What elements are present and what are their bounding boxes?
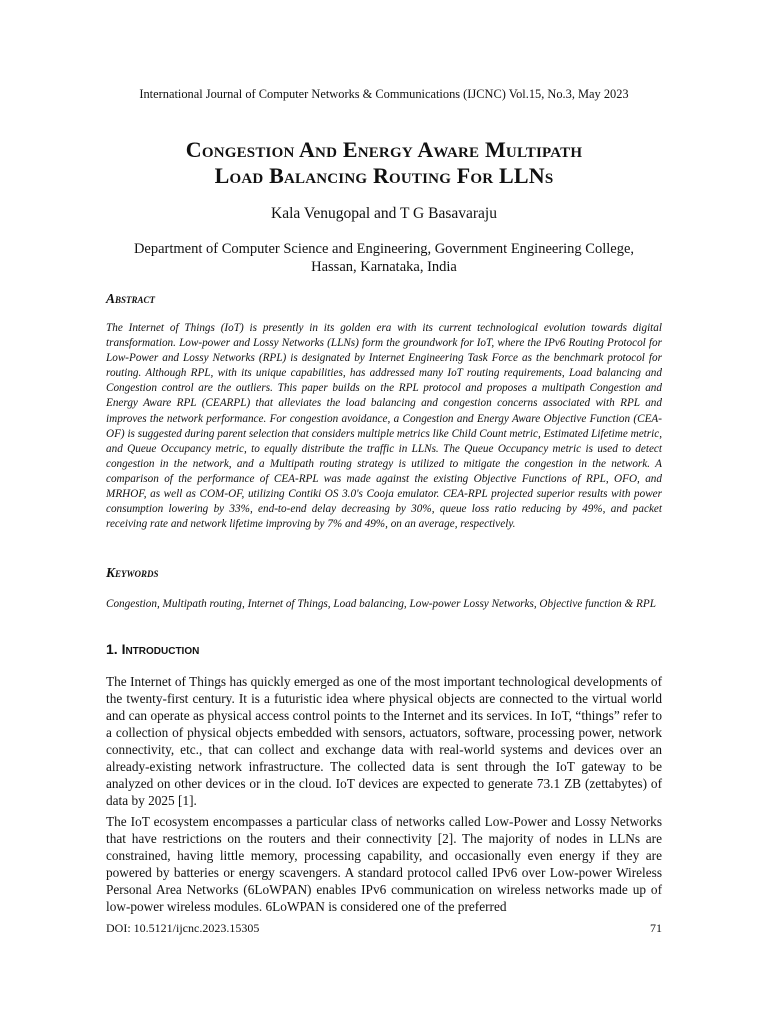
page-number: 71 (650, 921, 662, 935)
affiliation (100, 240, 668, 276)
footer-doi: DOI: 10.5121/ijcnc.2023.15305 (106, 921, 260, 935)
introduction-heading: 1. Introduction (106, 641, 200, 657)
abstract-heading: Abstract (106, 291, 156, 306)
authors: Kala Venugopal and T G Basavaraju (271, 205, 497, 222)
title-line-2: Load Balancing Routing For LLNs (214, 163, 554, 188)
running-header: International Journal of Computer Networks & Communications (IJCNC) Vol.15, No.3, May 2023 (139, 87, 629, 101)
introduction-paragraph-1: The Internet of Things has quickly emerged as one of the most important technological developments of the twenty-first century. It is a futuristic idea where physical objects are connected to the virtual world and can operate as physical access control points to the Internet and its services. In IoT, “things” refer to a collection of physical objects embedded with sensors, actuators, software, processing power, network connectivity, etc., that can collect and exchange data with real-world systems and devices over an already-existing network infrastructure. The collected data is sent through the IoT gateway to be analyzed on other devices or in the cloud. IoT devices are expected to generate 73.1 ZB (zettabytes) of data by 2025 [1]. (106, 674, 662, 808)
affiliation-line-1: Department of Computer Science and Engineering, Government Engineering College, (133, 241, 635, 257)
introduction-paragraph-2: The IoT ecosystem encompasses a particular class of networks called Low-Power and Lossy Networks that have restrictions on the routers and their connectivity [2]. The majority of nodes in LLNs are constrained, having little memory, processing capability, and occasionally even energy if they are powered by batteries or energy scavengers. A standard protocol called IPv6 over Low-power Wireless Personal Area Networks (6LoWPAN) enables IPv6 communication on wireless networks made up of low-power wireless modules. 6LoWPAN is considered one of the preferred (106, 814, 662, 914)
paper-title (60, 137, 708, 189)
abstract-text: The Internet of Things (IoT) is presently in its golden era with its current technological evolution towards digital transformation. Low-power and Lossy Networks (LLNs) form the groundwork for IoT, where the IPv6 Routing Protocol for Low-Power and Lossy Networks (RPL) is designated by Internet Engineering Task Force as the benchmark protocol for routing. Although RPL, with its unique capabilities, has addressed many IoT routing requirements, Load balancing and Congestion control are the outliers. This paper builds on the RPL protocol and proposes a multipath Congestion and Energy Aware RPL (CEARPL) that alleviates the load balancing and congestion concerns associated with RPL and improves the network performance. For congestion avoidance, a Congestion and Energy Aware Objective Function (CEA-OF) is suggested during parent selection that considers multiple metrics like Child Count metric, Estimated Lifetime metric, and Queue Occupancy metric, to equally distribute the traffic in LLNs. The Queue Occupancy metric is used to detect congestion in the network, and a Multipath routing strategy is utilized to mitigate the congestion in the network. A comparison of the performance of CEA-RPL was made against the existing Objective Functions of RPL, OFO, and MRHOF, as well as COM-OF, utilizing Contiki OS 3.0's Cooja emulator. CEA-RPL projected superior results with power consumption lowering by 33%, end-to-end delay decreasing by 30%, queue loss ratio reducing by 49%, and packet receiving rate and network lifetime improving by 7% and 49%, on an average, respectively. (106, 322, 662, 531)
title-line-1: Congestion And Energy Aware Multipath (185, 137, 583, 162)
keywords-heading: Keywords (106, 565, 159, 580)
affiliation-line-2: Hassan, Karnataka, India (311, 259, 457, 275)
keywords-text: Congestion, Multipath routing, Internet of Things, Load balancing, Low-power Lossy Networks, Objective function & RPL (106, 598, 656, 610)
